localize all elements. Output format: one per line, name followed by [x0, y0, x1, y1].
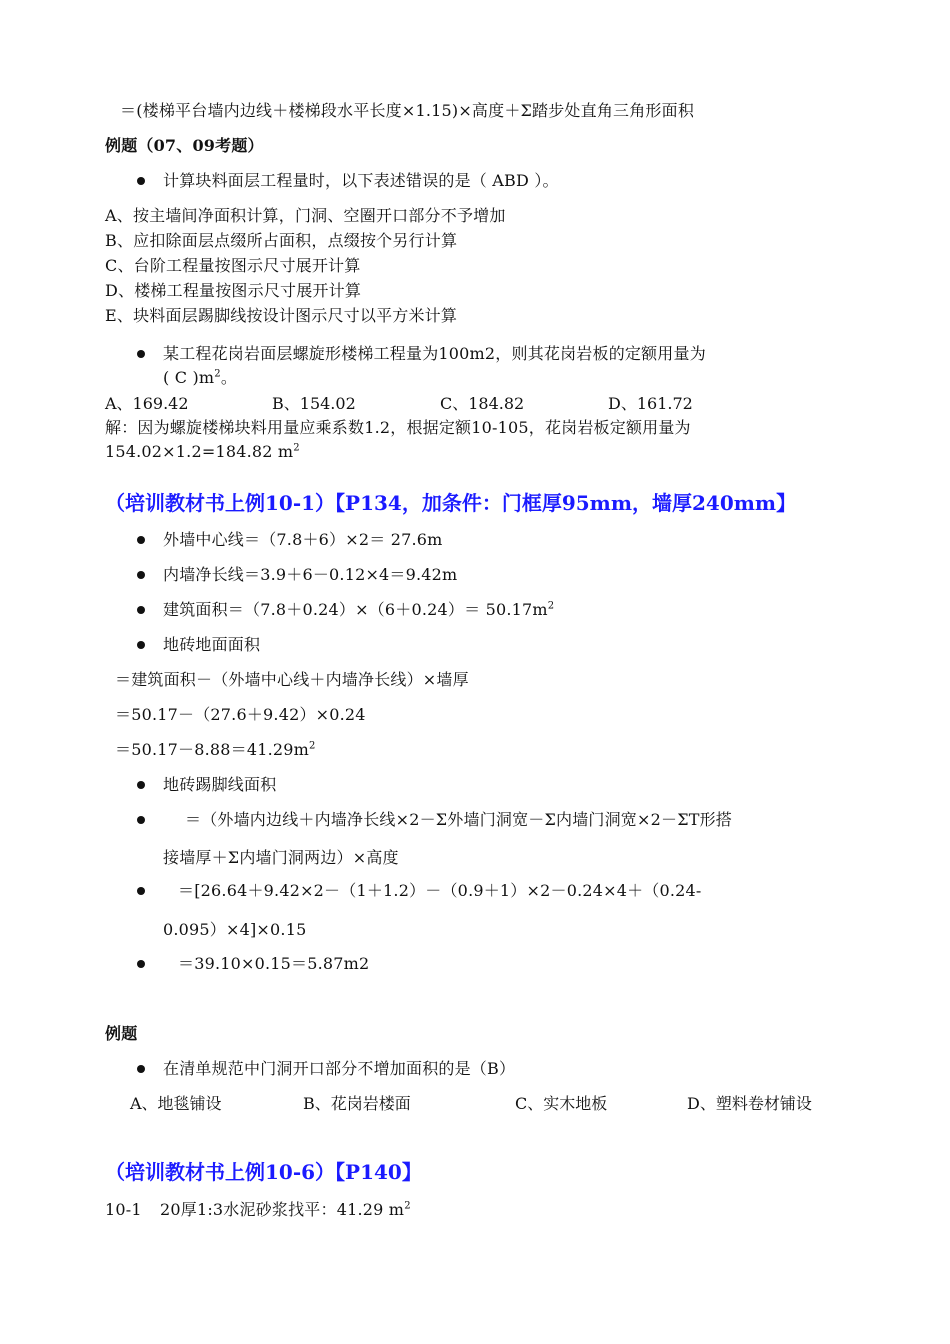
- bullet-icon: [137, 781, 145, 789]
- superscript: 2: [404, 1200, 411, 1212]
- option-c: C、实木地板: [515, 1094, 608, 1113]
- calc-line: ＝[26.64＋9.42×2－（1＋1.2）－（0.9＋1）×2－0.24×4＋（0.24-: [178, 881, 702, 900]
- option-a: A、按主墙间净面积计算，门洞、空圈开口部分不予增加: [105, 206, 506, 225]
- solution-text-cont: [105, 441, 300, 463]
- option-d: D、楼梯工程量按图示尺寸展开计算: [105, 281, 362, 300]
- option-d: D、161.72: [608, 394, 693, 413]
- section-heading: （培训教材书上例10-6）【P140】: [105, 1160, 422, 1184]
- question-text-cont: [163, 367, 237, 389]
- option-b: B、154.02: [272, 394, 356, 413]
- formula-line: ＝50.17－（27.6＋9.42）×0.24: [115, 705, 366, 724]
- option-d: D、塑料卷材铺设: [687, 1094, 812, 1113]
- calc-line: 内墙净长线＝3.9＋6－0.12×4＝9.42m: [163, 565, 458, 584]
- bullet-icon: [137, 571, 145, 579]
- formula-text: ＝50.17－8.88＝41.29m: [115, 740, 310, 759]
- bullet-icon: [137, 350, 145, 358]
- superscript: 2: [293, 442, 300, 454]
- bullet-icon: [137, 960, 145, 968]
- calc-line: [163, 599, 554, 621]
- superscript: 2: [547, 600, 555, 612]
- calc-line-cont: 接墙厚＋Σ内墙门洞两边）×高度: [163, 848, 399, 867]
- option-a: A、169.42: [105, 394, 189, 413]
- calc-line: ＝39.10×0.15＝5.87m2: [178, 954, 370, 973]
- option-a: A、地毯铺设: [130, 1094, 222, 1113]
- option-c: C、184.82: [440, 394, 525, 413]
- section-heading: （培训教材书上例10-1）【P134，加条件：门框厚95mm，墙厚240mm】: [105, 491, 797, 515]
- option-e: E、块料面层踢脚线按设计图示尺寸以平方米计算: [105, 306, 458, 325]
- question-text: 计算块料面层工程量时，以下表述错误的是（ ABD ）。: [163, 171, 559, 190]
- bullet-icon: [137, 177, 145, 185]
- formula-line: [115, 739, 316, 761]
- formula-line: ＝(楼梯平台墙内边线＋楼梯段水平长度×1.15)×高度＋Σ踏步处直角三角形面积: [120, 101, 695, 120]
- solution-text: 解：因为螺旋楼梯块料用量应乘系数1.2，根据定额10-105，花岗岩板定额用量为: [105, 418, 691, 437]
- bullet-icon: [137, 606, 145, 614]
- calc-line: ＝（外墙内边线＋内墙净长线×2－Σ外墙门洞宽－Σ内墙门洞宽×2－ΣT形搭: [185, 810, 732, 829]
- example-title: 例题: [105, 1024, 138, 1043]
- calc-line: 地砖地面面积: [163, 635, 261, 654]
- bullet-icon: [137, 1065, 145, 1073]
- option-b: B、花岗岩楼面: [303, 1094, 411, 1113]
- punctuation: 。: [220, 368, 238, 387]
- bullet-icon: [137, 816, 145, 824]
- bullet-icon: [137, 641, 145, 649]
- formula-line: ＝建筑面积－（外墙中心线＋内墙净长线）×墙厚: [115, 670, 469, 689]
- calc-line: 外墙中心线＝（7.8＋6）×2＝ 27.6m: [163, 530, 443, 549]
- item-code: 10-1: [105, 1200, 142, 1219]
- item-desc: 20厚1:3水泥砂浆找平：41.29 m: [160, 1200, 405, 1219]
- question-text: 在清单规范中门洞开口部分不增加面积的是（B）: [163, 1059, 516, 1078]
- bullet-icon: [137, 887, 145, 895]
- calc-text: 建筑面积＝（7.8＋0.24）×（6＋0.24）＝ 50.17m: [163, 600, 548, 619]
- item-text: [160, 1199, 411, 1221]
- calc-line: 地砖踢脚线面积: [163, 775, 277, 794]
- option-b: B、应扣除面层点缀所占面积，点缀按个另行计算: [105, 231, 458, 250]
- superscript: 2: [214, 368, 221, 380]
- option-c: C、台阶工程量按图示尺寸展开计算: [105, 256, 361, 275]
- superscript: 2: [309, 740, 316, 752]
- question-answer: ( C )m: [163, 368, 215, 387]
- question-text: 某工程花岗岩面层螺旋形楼梯工程量为100m2，则其花岗岩板的定额用量为: [163, 344, 706, 363]
- calc-line-cont: 0.095）×4]×0.15: [163, 920, 307, 939]
- solution-value: 154.02×1.2=184.82 m: [105, 442, 294, 461]
- example-title: 例题（07、09考题）: [105, 136, 264, 155]
- bullet-icon: [137, 536, 145, 544]
